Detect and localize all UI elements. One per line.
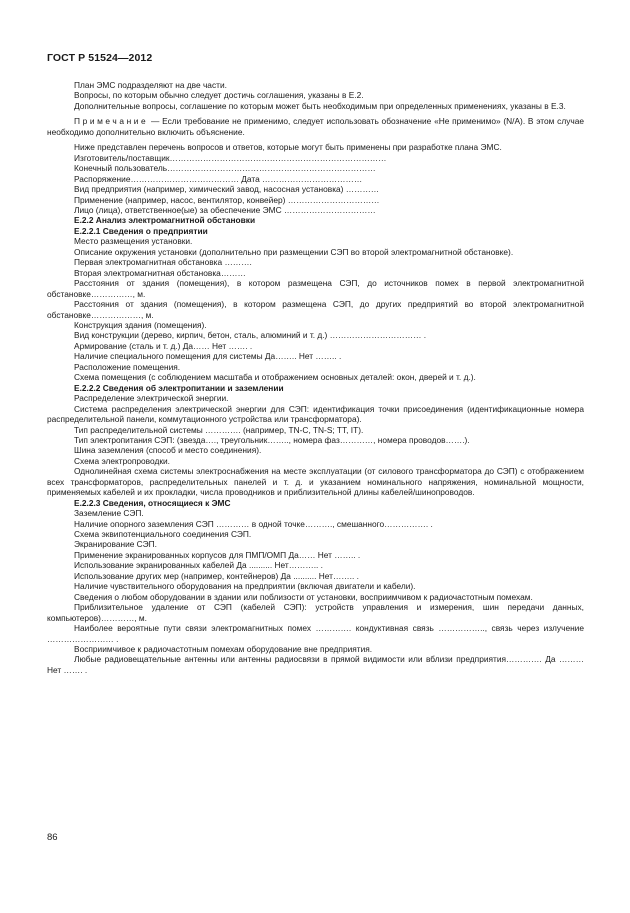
paragraph: Дополнительные вопросы, соглашение по которым может быть необходимым при определенных применениях, указаны в Е.3. xyxy=(74,100,566,111)
form-field-line: Использование других мер (например, контейнеров) Да .......... Нет…….. . xyxy=(74,570,359,581)
paragraph: Описание окружения установки (дополнительно при размещении СЭП во второй электромагнитной обстановке). xyxy=(74,246,514,257)
paragraph: Расстояния от здания (помещения), в котором размещена СЭП, до других предприятий во второй электромагнитной обстановке………………, м. xyxy=(47,299,584,320)
paragraph: Экранирование СЭП. xyxy=(74,539,157,550)
paragraph: План ЭМС подразделяют на две части. xyxy=(74,80,227,90)
subsection-heading: Е.2.2.2 Сведения об электропитании и заземлении xyxy=(74,382,284,393)
note-paragraph xyxy=(47,116,584,137)
subsection-heading: Е.2.2.1 Сведения о предприятии xyxy=(74,225,208,236)
paragraph: Наличие чувствительного оборудования на предприятии (включая двигатели и кабели). xyxy=(74,581,416,592)
form-field-line: Вид конструкции (дерево, кирпич, бетон, сталь, алюминий и т. д.) …………………………… . xyxy=(74,330,427,341)
note-label: Примечание xyxy=(74,116,149,127)
paragraph: Шина заземления (способ и место соединения). xyxy=(74,445,262,456)
form-field-line: Применение (например, насос, вентилятор, конвейер) …………………………… xyxy=(74,194,380,205)
form-field-line: Наличие специального помещения для системы Да…….. Нет …….. . xyxy=(74,351,342,362)
paragraph: Расположение помещения. xyxy=(74,361,181,372)
note-text: — Если требование не применимо, следует использовать обозначение «Не применимо» (N/A). В этом случае необходимо дополнительно включить объяснение. xyxy=(47,116,584,137)
form-field-line: Применение экранированных корпусов для ПМП/ОМП Да…… Нет …….. . xyxy=(74,549,361,560)
paragraph: Схема эквипотенциального соединения СЭП. xyxy=(74,529,252,540)
form-field-line: Конечный пользователь………………………………………………………………… xyxy=(74,163,376,174)
paragraph: Место размещения установки. xyxy=(74,236,193,247)
form-field-line: Использование экранированных кабелей Да .......... Нет……….. . xyxy=(74,560,323,571)
document-header: ГОСТ Р 51524—2012 xyxy=(47,52,153,64)
paragraph: Система распределения электрической энергии для СЭП: идентификация точки присоединения (идентификационные номера распределительной панели, коммутационного устройства или трансформатора). xyxy=(47,403,584,425)
form-field-line: Лицо (лица), ответственное(ые) за обеспечение ЭМС …………………………… xyxy=(74,204,376,215)
form-field-line: Наличие опорного заземления СЭП ………… в одной точке………., смешанного……………. . xyxy=(74,518,433,529)
page-number: 86 xyxy=(47,832,58,843)
subsection-heading: Е.2.2.3 Сведения, относящиеся к ЭМС xyxy=(74,497,231,508)
paragraph: Заземление СЭП. xyxy=(74,508,144,519)
form-field-line: Вторая электромагнитная обстановка……… xyxy=(74,267,246,278)
form-field-line: Вид предприятия (например, химический завод, насосная установка) ………… xyxy=(74,184,380,195)
paragraph: Любые радиовещательные антенны или антенны радиосвязи в прямой видимости или вблизи предприятия…………. Да ……… Нет ……. . xyxy=(47,654,584,675)
form-field-line: Изготовитель/поставщик…………………………………………………………………… xyxy=(74,152,387,163)
paragraph: Однолинейная схема системы электроснабжения на месте эксплуатации (от силового трансформатора до СЭП) с отображением всех трансформаторов, распределительных панелей и т. д. и указанием номинального напряжения, номинальной мощности, применяемых кабелей и их прокладки, числа проводников и приблизительной длины кабелей/шинопроводов. xyxy=(47,466,584,498)
paragraph: Сведения о любом оборудовании в здании или поблизости от установки, восприимчивом к радиочастотным помехам. xyxy=(74,591,533,602)
paragraph: Конструкция здания (помещения). xyxy=(74,319,207,330)
form-field-line: Армирование (сталь и т. д.) Да…… Нет ……. . xyxy=(74,340,253,351)
paragraph: Наиболее вероятные пути связи электромагнитных помех …………. кондуктивная связь …………….., связь через излучение …………………… . xyxy=(47,623,584,644)
form-field-line: Тип распределительной системы …………. (например, TN-C, TN-S; TT, IT). xyxy=(74,424,364,435)
form-field-line: Распоряжение………………………………… Дата ……………………………… xyxy=(74,173,363,184)
document-body xyxy=(47,80,584,675)
paragraph: Расстояния от здания (помещения), в котором размещена СЭП, до источников помех в первой электромагнитной обстановке……………, м. xyxy=(47,278,584,299)
paragraph: Приблизительное удаление от СЭП (кабелей СЭП): устройств управления и измерения, шин передачи данных, компьютеров)…………, м. xyxy=(47,602,584,623)
paragraph: Восприимчивое к радиочастотным помехам оборудование вне предприятия. xyxy=(74,644,373,655)
paragraph: Вопросы, по которым обычно следует достичь соглашения, указаны в Е.2. xyxy=(74,90,364,101)
form-field-line: Первая электромагнитная обстановка ………. xyxy=(74,257,252,268)
paragraph: Схема электропроводки. xyxy=(74,455,170,466)
paragraph: Схема помещения (с соблюдением масштаба и отображением основных деталей: окон, дверей и т. д.). xyxy=(74,372,476,383)
form-field-line: Тип электропитания СЭП: (звезда…., треугольник…….., номера фаз…………, номера проводов…….). xyxy=(74,434,470,445)
paragraph: Ниже представлен перечень вопросов и ответов, которые могут быть применены при разработке плана ЭМС. xyxy=(74,142,502,153)
paragraph: Распределение электрической энергии. xyxy=(74,393,229,404)
section-heading: Е.2.2 Анализ электромагнитной обстановки xyxy=(74,215,256,226)
